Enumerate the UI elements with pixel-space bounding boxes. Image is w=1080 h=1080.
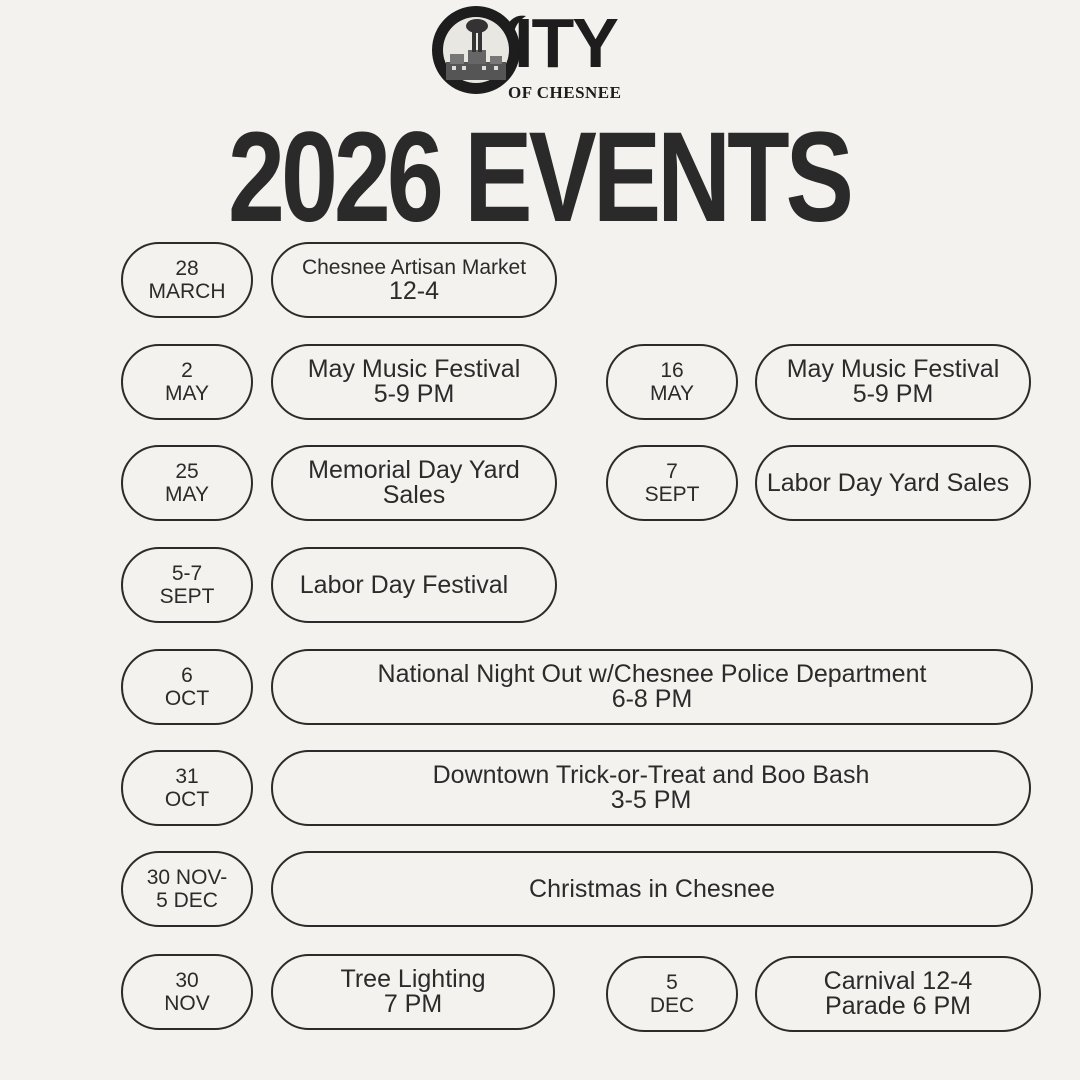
date-month: 5 DEC — [156, 889, 218, 912]
event-pill — [755, 445, 1031, 521]
date-day: 25 — [175, 460, 199, 483]
event-pill — [271, 547, 557, 623]
date-month: MAY — [165, 483, 209, 506]
date-month: SEPT — [644, 483, 700, 506]
date-day: 31 — [175, 765, 199, 788]
event-name-line2: Sales — [382, 481, 446, 509]
date-badge — [121, 750, 253, 826]
date-month: OCT — [164, 687, 210, 710]
event-pill — [271, 954, 555, 1030]
event-pill — [271, 649, 1033, 725]
date-day: 30 NOV- — [146, 866, 228, 889]
event-time: 5-9 PM — [852, 380, 934, 408]
event-name: May Music Festival — [786, 355, 1000, 383]
event-name: Memorial Day Yard — [308, 456, 520, 484]
event-name: National Night Out w/Chesnee Police Department — [377, 660, 927, 688]
date-day: 30 — [175, 969, 199, 992]
date-day: 16 — [660, 359, 684, 382]
event-time: 12-4 — [388, 276, 440, 305]
event-name: Christmas in Chesnee — [529, 874, 775, 903]
event-pill — [271, 445, 557, 521]
date-month: DEC — [649, 994, 695, 1017]
logo-word: ITY — [514, 4, 617, 82]
event-time: 3-5 PM — [610, 786, 692, 814]
event-pill — [271, 344, 557, 420]
date-badge — [606, 344, 738, 420]
date-badge — [121, 954, 253, 1030]
event-time: 6-8 PM — [611, 685, 693, 713]
date-day: 6 — [181, 664, 193, 687]
date-day: 7 — [666, 460, 678, 483]
date-badge — [121, 547, 253, 623]
event-name: Labor Day Festival — [299, 570, 509, 599]
date-badge — [121, 344, 253, 420]
date-day: 5-7 — [171, 562, 203, 585]
event-name: Labor Day Yard Sales — [766, 468, 1010, 497]
date-month: MAY — [165, 382, 209, 405]
date-day: 5 — [666, 971, 678, 994]
date-month: MAY — [650, 382, 694, 405]
event-pill — [271, 750, 1031, 826]
date-badge — [121, 851, 253, 927]
event-pill — [755, 956, 1041, 1032]
date-month: SEPT — [159, 585, 215, 608]
date-month: MARCH — [148, 280, 226, 303]
event-time: Parade 6 PM — [825, 992, 971, 1020]
event-name: Downtown Trick-or-Treat and Boo Bash — [432, 761, 870, 789]
date-badge — [121, 649, 253, 725]
event-name: Chesnee Artisan Market — [301, 255, 527, 279]
event-time: 5-9 PM — [373, 380, 455, 408]
event-pill — [271, 851, 1033, 927]
event-name: Tree Lighting — [340, 965, 486, 993]
date-month: NOV — [164, 992, 210, 1015]
event-pill — [271, 242, 557, 318]
logo-subtitle: OF CHESNEE — [508, 83, 622, 102]
date-badge — [121, 445, 253, 521]
date-badge — [121, 242, 253, 318]
event-time: 7 PM — [383, 990, 443, 1018]
date-badge — [606, 445, 738, 521]
event-name: Carnival 12-4 — [823, 967, 973, 995]
date-month: OCT — [164, 788, 210, 811]
page-title: 2026 EVENTS — [228, 106, 850, 249]
date-day: 28 — [175, 257, 199, 280]
event-pill — [755, 344, 1031, 420]
city-logo — [430, 4, 650, 104]
event-name: May Music Festival — [307, 355, 521, 383]
date-day: 2 — [181, 359, 193, 382]
date-badge — [606, 956, 738, 1032]
